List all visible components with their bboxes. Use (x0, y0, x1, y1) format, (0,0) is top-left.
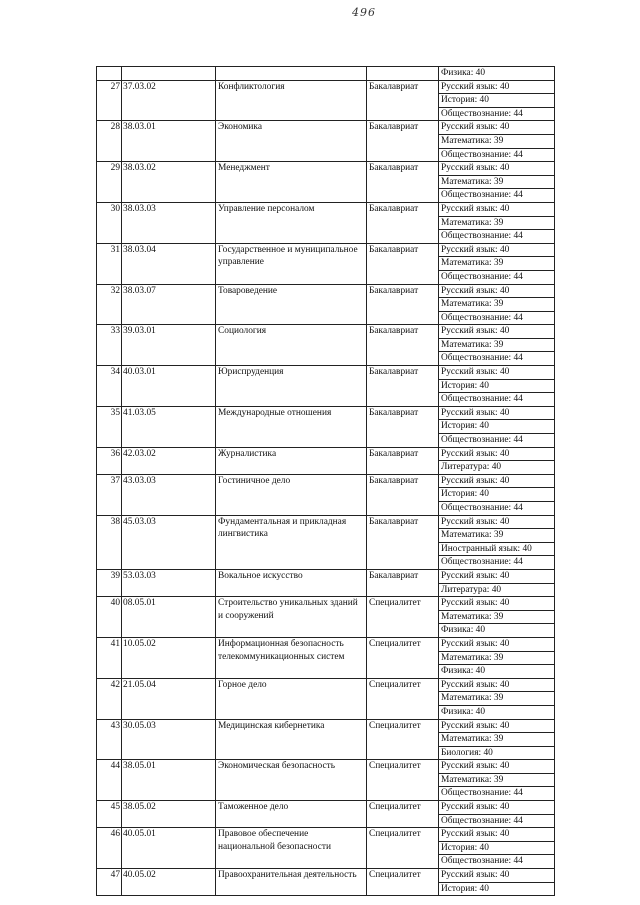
exam-cell: История: 40 (439, 488, 555, 502)
exam-cell: Биология: 40 (439, 746, 555, 760)
program-name-cell: Управление персоналом (216, 202, 367, 243)
admission-table-body (97, 67, 555, 896)
row-number-cell: 30 (97, 202, 122, 243)
exam-cell: Математика: 39 (439, 773, 555, 787)
exam-cell: Физика: 40 (439, 624, 555, 638)
exam-cell: Русский язык: 40 (439, 406, 555, 420)
row-number-cell: 47 (97, 869, 122, 896)
program-code-cell: 38.03.07 (122, 284, 216, 325)
exam-cell: Иностранный язык: 40 (439, 542, 555, 556)
program-name-cell: Гостиничное дело (216, 474, 367, 515)
table-row (97, 284, 555, 298)
program-code-cell: 37.03.02 (122, 80, 216, 121)
education-level-cell: Специалитет (367, 760, 439, 801)
exam-cell: Литература: 40 (439, 461, 555, 475)
row-number-cell: 35 (97, 406, 122, 447)
program-name-cell: Международные отношения (216, 406, 367, 447)
program-code-cell: 38.05.02 (122, 801, 216, 828)
program-code-cell: 40.05.01 (122, 828, 216, 869)
exam-cell: Обществознание: 44 (439, 814, 555, 828)
exam-cell: Математика: 39 (439, 257, 555, 271)
program-name-cell: Государственное и муниципальное управление (216, 243, 367, 284)
education-level-cell: Специалитет (367, 719, 439, 760)
education-level-cell: Бакалавриат (367, 80, 439, 121)
program-code-cell: 30.05.03 (122, 719, 216, 760)
education-level-cell: Специалитет (367, 597, 439, 638)
education-level-cell: Бакалавриат (367, 474, 439, 515)
education-level-cell: Бакалавриат (367, 366, 439, 407)
program-code-cell: 45.03.03 (122, 515, 216, 569)
row-number-cell: 27 (97, 80, 122, 121)
education-level-cell: Бакалавриат (367, 515, 439, 569)
row-number-cell: 34 (97, 366, 122, 407)
exam-cell: Математика: 39 (439, 610, 555, 624)
row-number-cell: 42 (97, 678, 122, 719)
program-name-cell: Фундаментальная и прикладная лингвистика (216, 515, 367, 569)
carry-over-level-cell (367, 67, 439, 81)
table-row (97, 719, 555, 733)
education-level-cell: Бакалавриат (367, 447, 439, 474)
row-number-cell: 36 (97, 447, 122, 474)
admission-table (96, 66, 555, 896)
program-code-cell: 38.03.01 (122, 121, 216, 162)
table-row (97, 801, 555, 815)
program-name-cell: Социология (216, 325, 367, 366)
page-number: 496 (352, 6, 376, 19)
table-row (97, 515, 555, 529)
program-name-cell: Журналистика (216, 447, 367, 474)
exam-cell: Обществознание: 44 (439, 189, 555, 203)
exam-cell: Обществознание: 44 (439, 502, 555, 516)
exam-cell: Русский язык: 40 (439, 474, 555, 488)
education-level-cell: Бакалавриат (367, 202, 439, 243)
exam-cell: Физика: 40 (439, 67, 555, 81)
program-code-cell: 39.03.01 (122, 325, 216, 366)
exam-cell: Русский язык: 40 (439, 284, 555, 298)
program-name-cell: Вокальное искусство (216, 569, 367, 596)
exam-cell: Обществознание: 44 (439, 787, 555, 801)
exam-cell: Русский язык: 40 (439, 202, 555, 216)
row-number-cell: 41 (97, 637, 122, 678)
program-code-cell: 38.03.04 (122, 243, 216, 284)
exam-cell: История: 40 (439, 420, 555, 434)
program-code-cell: 40.05.02 (122, 869, 216, 896)
exam-cell: Русский язык: 40 (439, 637, 555, 651)
exam-cell: Математика: 39 (439, 692, 555, 706)
table-row (97, 678, 555, 692)
table-row (97, 569, 555, 583)
exam-cell: Литература: 40 (439, 583, 555, 597)
program-name-cell: Правовое обеспечение национальной безопасности (216, 828, 367, 869)
exam-cell: Русский язык: 40 (439, 760, 555, 774)
education-level-cell: Специалитет (367, 678, 439, 719)
exam-cell: Русский язык: 40 (439, 80, 555, 94)
program-name-cell: Менеджмент (216, 162, 367, 203)
row-number-cell: 37 (97, 474, 122, 515)
exam-cell: Русский язык: 40 (439, 801, 555, 815)
program-code-cell: 41.03.05 (122, 406, 216, 447)
carry-over-num-cell (97, 67, 122, 81)
row-number-cell: 33 (97, 325, 122, 366)
table-row (97, 80, 555, 94)
exam-cell: Математика: 39 (439, 338, 555, 352)
row-number-cell: 32 (97, 284, 122, 325)
row-number-cell: 29 (97, 162, 122, 203)
education-level-cell: Бакалавриат (367, 121, 439, 162)
table-row (97, 474, 555, 488)
exam-cell: История: 40 (439, 882, 555, 896)
exam-cell: Обществознание: 44 (439, 230, 555, 244)
education-level-cell: Бакалавриат (367, 284, 439, 325)
exam-cell: Обществознание: 44 (439, 270, 555, 284)
row-number-cell: 38 (97, 515, 122, 569)
program-code-cell: 38.05.01 (122, 760, 216, 801)
row-number-cell: 31 (97, 243, 122, 284)
exam-cell: Русский язык: 40 (439, 597, 555, 611)
exam-cell: Русский язык: 40 (439, 121, 555, 135)
table-row (97, 202, 555, 216)
table-row (97, 637, 555, 651)
program-name-cell: Горное дело (216, 678, 367, 719)
exam-cell: Математика: 39 (439, 175, 555, 189)
program-name-cell: Информационная безопасность телекоммуникационных систем (216, 637, 367, 678)
program-name-cell: Товароведение (216, 284, 367, 325)
program-name-cell: Строительство уникальных зданий и сооружений (216, 597, 367, 638)
program-code-cell: 38.03.02 (122, 162, 216, 203)
table-row (97, 67, 555, 81)
program-name-cell: Юриспруденция (216, 366, 367, 407)
exam-cell: Обществознание: 44 (439, 352, 555, 366)
program-name-cell: Правоохранительная деятельность (216, 869, 367, 896)
exam-cell: Русский язык: 40 (439, 366, 555, 380)
table-row (97, 597, 555, 611)
row-number-cell: 43 (97, 719, 122, 760)
program-code-cell: 53.03.03 (122, 569, 216, 596)
exam-cell: Физика: 40 (439, 665, 555, 679)
education-level-cell: Специалитет (367, 828, 439, 869)
exam-cell: Русский язык: 40 (439, 515, 555, 529)
program-code-cell: 08.05.01 (122, 597, 216, 638)
row-number-cell: 46 (97, 828, 122, 869)
exam-cell: Русский язык: 40 (439, 325, 555, 339)
exam-cell: Русский язык: 40 (439, 243, 555, 257)
exam-cell: Русский язык: 40 (439, 162, 555, 176)
exam-cell: Обществознание: 44 (439, 855, 555, 869)
program-name-cell: Медицинская кибернетика (216, 719, 367, 760)
carry-over-code-cell (122, 67, 216, 81)
table-row (97, 243, 555, 257)
exam-cell: Русский язык: 40 (439, 569, 555, 583)
exam-cell: Математика: 39 (439, 529, 555, 543)
exam-cell: Математика: 39 (439, 298, 555, 312)
exam-cell: Русский язык: 40 (439, 869, 555, 883)
table-row (97, 828, 555, 842)
exam-cell: Русский язык: 40 (439, 678, 555, 692)
table-row (97, 162, 555, 176)
exam-cell: Русский язык: 40 (439, 828, 555, 842)
education-level-cell: Специалитет (367, 869, 439, 896)
program-code-cell: 38.03.03 (122, 202, 216, 243)
education-level-cell: Специалитет (367, 801, 439, 828)
table-row (97, 447, 555, 461)
program-code-cell: 21.05.04 (122, 678, 216, 719)
education-level-cell: Бакалавриат (367, 569, 439, 596)
carry-over-name-cell (216, 67, 367, 81)
program-name-cell: Таможенное дело (216, 801, 367, 828)
exam-cell: Математика: 39 (439, 216, 555, 230)
exam-cell: Обществознание: 44 (439, 311, 555, 325)
program-code-cell: 42.03.02 (122, 447, 216, 474)
exam-cell: Математика: 39 (439, 651, 555, 665)
exam-cell: Математика: 39 (439, 134, 555, 148)
table-row (97, 869, 555, 883)
exam-cell: Обществознание: 44 (439, 556, 555, 570)
table-row (97, 406, 555, 420)
admission-table-container (96, 66, 554, 896)
exam-cell: Обществознание: 44 (439, 148, 555, 162)
program-code-cell: 10.05.02 (122, 637, 216, 678)
table-row (97, 366, 555, 380)
exam-cell: Русский язык: 40 (439, 447, 555, 461)
education-level-cell: Бакалавриат (367, 243, 439, 284)
row-number-cell: 45 (97, 801, 122, 828)
exam-cell: Русский язык: 40 (439, 719, 555, 733)
education-level-cell: Специалитет (367, 637, 439, 678)
program-name-cell: Конфликтология (216, 80, 367, 121)
exam-cell: История: 40 (439, 379, 555, 393)
row-number-cell: 44 (97, 760, 122, 801)
program-code-cell: 40.03.01 (122, 366, 216, 407)
exam-cell: История: 40 (439, 94, 555, 108)
table-row (97, 325, 555, 339)
program-code-cell: 43.03.03 (122, 474, 216, 515)
exam-cell: Физика: 40 (439, 705, 555, 719)
exam-cell: Математика: 39 (439, 733, 555, 747)
education-level-cell: Бакалавриат (367, 162, 439, 203)
exam-cell: Обществознание: 44 (439, 434, 555, 448)
row-number-cell: 40 (97, 597, 122, 638)
education-level-cell: Бакалавриат (367, 406, 439, 447)
program-name-cell: Экономическая безопасность (216, 760, 367, 801)
exam-cell: Обществознание: 44 (439, 393, 555, 407)
exam-cell: Обществознание: 44 (439, 107, 555, 121)
table-row (97, 760, 555, 774)
table-row (97, 121, 555, 135)
program-name-cell: Экономика (216, 121, 367, 162)
education-level-cell: Бакалавриат (367, 325, 439, 366)
exam-cell: История: 40 (439, 841, 555, 855)
row-number-cell: 39 (97, 569, 122, 596)
row-number-cell: 28 (97, 121, 122, 162)
